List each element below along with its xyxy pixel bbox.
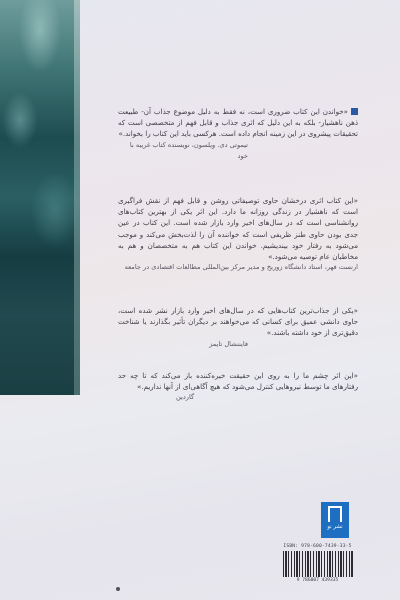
logo-mark: [328, 506, 342, 522]
barcode-icon: [283, 551, 353, 577]
cover-photo-strip: [0, 0, 80, 395]
quote-text: «این اثر چشم ما را به روی این حقیقت خیره‌کننده باز می‌کند که تا چه حد رفتارهای ما توسط نیروهایی کنترل می‌شود که هیچ آگاهی‌ای از آنها نداریم.»: [118, 371, 358, 392]
barcode-digits: 9 786007 439335: [296, 578, 339, 583]
decorative-dot: [116, 587, 120, 591]
review-quote-3: [118, 305, 358, 350]
quote-credit: ارنست فهر، استاد دانشگاه زوریخ و مدیر مرکز بین‌المللی مطالعات اقتصادی در جامعه: [124, 263, 358, 272]
quote-credit: گاردین: [176, 393, 195, 402]
publisher-label: نشر نو: [327, 524, 343, 530]
publisher-logo-icon: [321, 502, 349, 538]
quote-credit: تیموتی دی. ویلسون، نویسنده کتاب غریبه با خود: [129, 140, 248, 160]
quote-text: «خواندن این کتاب ضروری است، نه فقط به دلیل موضوع جذاب آن- طبیعت ذهن ناهشیار- بلکه به این دلیل که اثری جذاب و قابل فهم از متخصصی است که تحقیقات پیشروی در این زمینه انجام داده است. هرکسی باید این کتاب را بخواند.»: [118, 107, 358, 139]
quote-credit: فایننشال تایمز: [209, 339, 248, 348]
quote-text: «این کتاب اثری درخشان حاوی توصیفاتی روشن و قابل فهم از نقش فراگیری است که ناهشیار در زندگی روزانه ما دارد. این اثر یکی از بهترین کتاب‌های روانشناسی است که در سال‌های اخیر وارد بازار شده است. این کتاب در عین جدی بودن حاوی طنز ظریفی است که خواننده آن را لذت‌بخش می‌کند و موجب می‌شود به رفتار خود بیندیشیم. خواندن این کتاب هم به متخصصان و هم به مخاطبان عام توصیه می‌شود.»: [118, 196, 358, 262]
isbn-text: ISBN: 978-600-7439-33-5: [283, 544, 352, 549]
bullet-square-icon: [351, 108, 358, 115]
quote-text: «یکی از جذاب‌ترین کتاب‌هایی که در سال‌های اخیر وارد بازار نشر شده است، حاوی دانشی عمیق برای کسانی که می‌خواهند بر دیگران تأثیر بگذارند یا شناخت دقیق‌تری از خود داشته باشند.»: [118, 306, 358, 338]
review-quote-2: [118, 195, 358, 273]
review-quote-1: [118, 106, 358, 162]
review-quote-4: [118, 370, 358, 404]
